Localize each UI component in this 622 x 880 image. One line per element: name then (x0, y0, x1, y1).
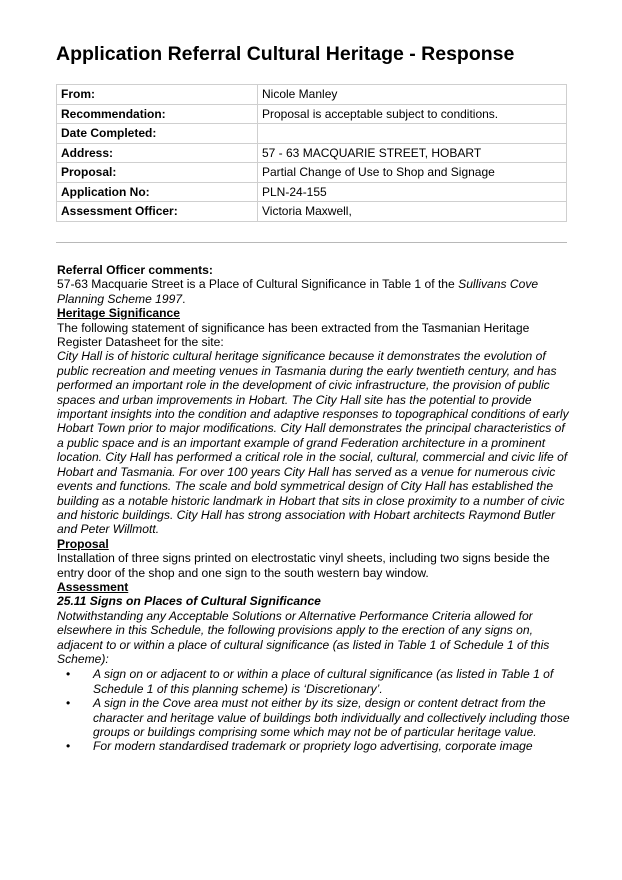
table-row (57, 202, 567, 222)
date-completed-value (258, 124, 567, 144)
heritage-statement: City Hall is of historic cultural heritage significance because it demonstrates the evolution of public recreation and meeting venues in Tasmania during the early twentieth century, and has performed an important role in the development of civic infrastructure, the provision of public spaces and urban improvements in Hobart. The City Hall site has the potential to provide important insights into the condition and adaptive responses to topographical conditions of early Hobart Town prior to major modifications. City Hall demonstrates the principal characteristics of a public space and is an important example of grand Federation architecture in a prominent location. City Hall has performed a critical role in the social, cultural, commercial and civic life of Hobart and Tasmania. For over 100 years City Hall has served as a venue for numerous civic events and functions. The scale and bold symmetrical design of City Hall has established the building as a notable historic landmark in Hobart that sits in close proximity to a number of civic and historic buildings. City Hall has strong association with Hobart architects Raymond Butler and Peter Willmott. (57, 349, 569, 537)
comments-heading: Referral Officer comments: (57, 263, 213, 277)
from-value: Nicole Manley (258, 85, 567, 105)
date-completed-label: Date Completed: (57, 124, 258, 144)
from-label: From: (57, 85, 258, 105)
bullet-text: A sign on or adjacent to or within a place of cultural significance (as listed in Table 1 of Schedule 1 of this planning scheme) is ‘Discretionary’. (93, 667, 554, 696)
application-no-label: Application No: (57, 182, 258, 202)
table-row (57, 85, 567, 105)
list-item (57, 667, 572, 696)
comments-intro (57, 277, 572, 306)
section-divider (56, 242, 567, 243)
address-label: Address: (57, 143, 258, 163)
bullet-text: A sign in the Cove area must not either by its size, design or content detract from the character and heritage value of buildings both individually and collectively including those groups or buildings comprising some which may not be of particular heritage value. (93, 696, 570, 739)
bullet-icon: • (66, 739, 71, 754)
application-no-value: PLN-24-155 (258, 182, 567, 202)
bullet-icon: • (66, 667, 71, 682)
application-details-table (56, 84, 567, 222)
assessment-bullet-list (57, 667, 572, 753)
intro-text: 57-63 Macquarie Street is a Place of Cultural Significance in Table 1 of the (57, 277, 459, 292)
intro-end: . (182, 291, 186, 306)
assessment-officer-label: Assessment Officer: (57, 202, 258, 222)
table-row (57, 124, 567, 144)
assessment-subheading: 25.11 Signs on Places of Cultural Significance (57, 594, 321, 609)
assessment-heading: Assessment (57, 579, 129, 594)
heritage-text: The following statement of significance has been extracted from the Tasmanian Heritage Register Datasheet for the site: (57, 320, 530, 350)
proposal-value: Partial Change of Use to Shop and Signage (258, 163, 567, 183)
proposal-text: Installation of three signs printed on electrostatic vinyl sheets, including two signs beside the entry door of the shop and one sign to the south western bay window. (57, 551, 550, 580)
list-item (57, 696, 572, 739)
bullet-icon: • (66, 696, 71, 711)
assessment-officer-value: Victoria Maxwell, (258, 202, 567, 222)
table-row (57, 143, 567, 163)
list-item (57, 739, 572, 753)
page-title: Application Referral Cultural Heritage - Response (56, 43, 515, 65)
table-row (57, 182, 567, 202)
assessment-text: Notwithstanding any Acceptable Solutions or Alternative Performance Criteria allowed for elsewhere in this Schedule, the following provisions apply to the erection of any signs on, adjacent to or within a place of cultural significance (as listed in Table 1 of Schedule 1 of this Scheme): (57, 608, 550, 666)
proposal-heading: Proposal (57, 536, 109, 551)
planning-scheme-name: Sullivans Cove Planning Scheme 1997 (57, 277, 539, 306)
address-value: 57 - 63 MACQUARIE STREET, HOBART (258, 143, 567, 163)
recommendation-label: Recommendation: (57, 104, 258, 124)
heritage-heading: Heritage Significance (57, 306, 180, 321)
table-row (57, 104, 567, 124)
recommendation-value: Proposal is acceptable subject to conditions. (258, 104, 567, 124)
document-body (57, 263, 572, 754)
bullet-text: For modern standardised trademark or propriety logo advertising, corporate image (93, 739, 533, 754)
table-row (57, 163, 567, 183)
proposal-label: Proposal: (57, 163, 258, 183)
